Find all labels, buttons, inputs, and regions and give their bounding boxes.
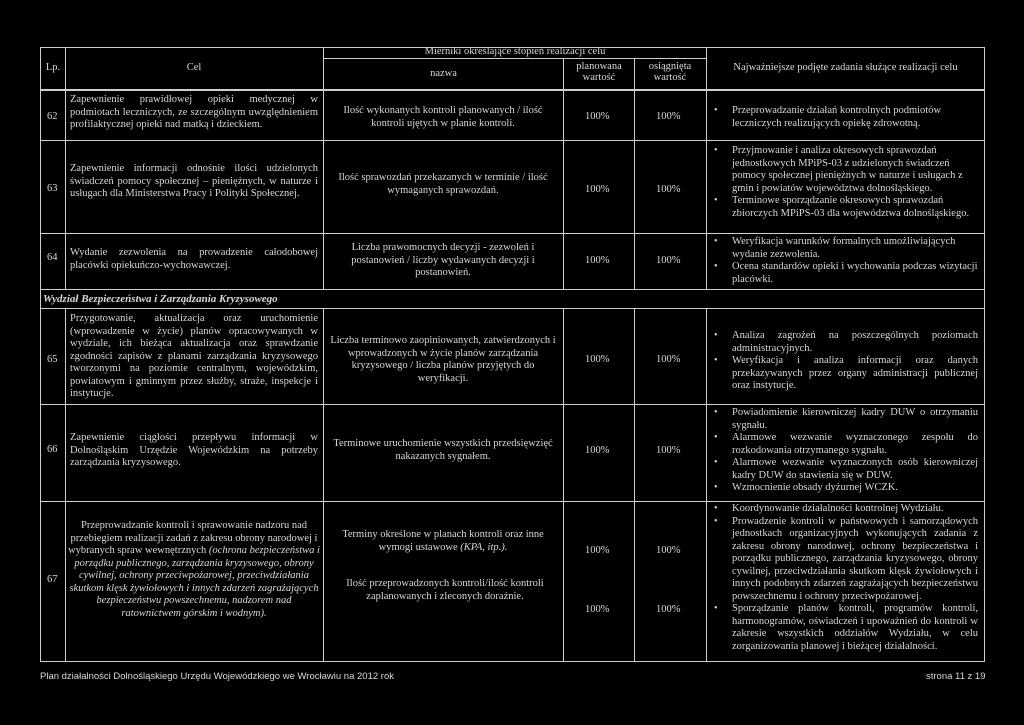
header-mierniki: Mierniki określające stopień realizacji celu: [424, 46, 606, 57]
row-nazwa-a-italic: (KPA, itp.).: [460, 541, 508, 553]
row-osiag-value: 100%: [656, 445, 681, 456]
row-number: 66: [47, 444, 58, 455]
row-osiag-value: 100%: [656, 184, 681, 195]
row-number: 63: [47, 183, 58, 194]
list-item: • Przeprowadzanie działań kontrolnych podmiotów leczniczych realizujących opiekę zdrowotną.: [710, 105, 978, 130]
row-cel: [68, 520, 320, 620]
row-cel-plain: Przeprowadzanie kontroli i sprawowanie nadzoru nad przebiegiem realizacji zadań z zakresu obrony narodowej i wybranych spraw wewnętrznych: [68, 520, 318, 556]
row-zadania-list: [710, 145, 978, 220]
col2-border-osiag: [706, 308, 707, 662]
row-number: 65: [47, 354, 58, 365]
header-zadania: Najważniejsze podjęte zadania służące realizacji celu: [733, 62, 958, 73]
list-item: • Analiza zagrożeń na poszczególnych poziomach administracyjnych.: [710, 330, 978, 355]
list-item: • Weryfikacja warunków formalnych umożliwiających wydanie zezwolenia.: [710, 236, 978, 261]
header-osiagnieta: osiągnięta wartość: [648, 61, 692, 83]
header-nazwa: nazwa: [430, 68, 457, 79]
row-plan-value: 100%: [585, 111, 610, 122]
row-plan-value: 100%: [585, 354, 610, 365]
row-cel-italic: (ochrona bezpieczeństwa i porządku publicznego, zarządzania kryzysowego, obrony cywilnej, ochrony przeciwpożarowej, przeciwdziałania skutkom klęsk żywiołowych i innych zdarzeń zagrażających bezpieczeństwu powszechnemu, nadzorem nad ratownictwem górskim i wodnym).: [69, 545, 320, 619]
row-nazwa: Liczba terminowo zaopiniowanych, zatwierdzonych i wprowadzonych w życie planów zarządzania kryzysowego / liczba planów przyjętych do weryfikacji.: [330, 335, 556, 384]
row-plan-value: 100%: [585, 184, 610, 195]
row-zadania-list: [710, 503, 978, 653]
col-border-cel: [323, 47, 324, 289]
col-border-lp: [65, 47, 66, 289]
list-item: • Ocena standardów opieki i wychowania podczas wizytacji placówki.: [710, 261, 978, 286]
list-item: • Alarmowe wezwanie wyznaczonych osób kierowniczej kadry DUW do stawienia się w DUW.: [710, 457, 978, 482]
header-lp: Lp.: [45, 62, 61, 73]
list-item: • Przyjmowanie i analiza okresowych sprawozdań jednostkowych MPiPS-03 z udzielonych świadczeń pomocy społecznej pieniężnych w naturze i usługach z gmin i powiatów województwa dolnośląskiego.: [710, 145, 978, 195]
list-item: • Alarmowe wezwanie wyznaczonego zespołu do rozkodowania otrzymanego sygnału.: [710, 432, 978, 457]
list-item: • Wzmocnienie obsady dyżurnej WCZK.: [710, 482, 978, 495]
row-plan-value-a: 100%: [585, 545, 610, 556]
row-osiag-value: 100%: [656, 354, 681, 365]
row-sep-64: [40, 289, 985, 290]
row-osiag-value: 100%: [656, 111, 681, 122]
col2-border-nazwa: [563, 308, 564, 662]
row-zadania-list: [710, 330, 978, 393]
footer-title: Plan działalności Dolnośląskiego Urzędu Wojewódzkiego we Wrocławiu na 2012 rok: [40, 671, 394, 682]
col-border-osiag: [706, 47, 707, 289]
row-cel: Wydanie zezwolenia na prowadzenie całodobowej placówki opiekuńczo-wychowawczej.: [70, 247, 318, 271]
col2-border-cel: [323, 308, 324, 662]
header-planowana: planowana wartość: [576, 61, 622, 83]
row-osiag-value-b: 100%: [656, 604, 681, 615]
table-bottom-border: [40, 661, 985, 662]
header-bottom-border: [40, 89, 985, 91]
list-item: • Sporządzanie planów kontroli, programów kontroli, harmonogramów, oświadczeń i upoważnień do kontroli w zakresie wszystkich oddziałów Wydziału, w celu zorganizowania planowej i bieżącej działalności.: [710, 603, 978, 653]
section-title: Wydział Bezpieczeństwa i Zarządzania Kryzysowego: [43, 293, 278, 305]
list-item: • Powiadomienie kierowniczej kadry DUW o otrzymaniu sygnału.: [710, 407, 978, 432]
col2-border-plan: [634, 308, 635, 662]
row-number: 64: [47, 252, 58, 263]
row-zadania-list: [710, 105, 978, 130]
col-border-left: [40, 47, 41, 289]
row-cel: Zapewnienie ciągłości przepływu informacji w Dolnośląskim Urzędzie Wojewódzkim na potrzeby zarządzania kryzysowego.: [70, 432, 318, 468]
row-number: 62: [47, 111, 58, 122]
row-zadania-list: [710, 407, 978, 495]
section-bottom-border: [40, 308, 985, 309]
row-plan-value-b: 100%: [585, 604, 610, 615]
row-osiag-value: 100%: [656, 255, 681, 266]
row-nazwa-a-plain: Terminy określone w planach kontroli oraz inne wymogi ustawowe: [342, 529, 544, 553]
row-zadania-list: [710, 236, 978, 286]
row-nazwa: Liczba prawomocnych decyzji - zezwoleń i postanowień / liczby wydawanych decyzji i postanowień.: [351, 242, 535, 278]
col2-border-lp: [65, 308, 66, 662]
list-item: • Terminowe sporządzanie okresowych sprawozdań zbiorczych MPiPS-03 dla województwa dolnośląskiego.: [710, 195, 978, 220]
col-border-nazwa: [563, 58, 564, 289]
col2-border-left: [40, 289, 41, 662]
row-sep-62: [40, 140, 985, 141]
row-plan-value: 100%: [585, 445, 610, 456]
row-nazwa: Ilość sprawozdań przekazanych w terminie / ilość wymaganych sprawozdań.: [338, 172, 548, 196]
list-item: • Prowadzenie kontroli w państwowych i samorządowych jednostkach organizacyjnych wykonujących zadania z zakresu obrony narodowej, ochrony bezpieczeństwa i porządku publicznego, zarządzania kryzysowego, obrony cywilnej, przeciwdziałania skutkom klęsk żywiołowych i innych podobnych zdarzeń zagrażających bezpieczeństwu powszechnemu i ochrony przeciwpożarowej.: [710, 516, 978, 604]
row-nazwa: Ilość wykonanych kontroli planowanych / ilość kontroli ujętych w planie kontroli.: [343, 105, 543, 129]
row-number: 67: [47, 574, 58, 585]
col-border-right: [984, 47, 985, 289]
row-sep-66: [40, 501, 985, 502]
header-cel: Cel: [186, 62, 202, 73]
row-sep-65: [40, 404, 985, 405]
row-cel: Zapewnienie informacji odnośnie ilości udzielonych świadczeń pomocy społecznej – pieniężnych, w naturze i usługach dla Ministerstwa Pracy i Polityki Społecznej.: [70, 163, 318, 199]
row-nazwa-b: Ilość przeprowadzonych kontroli/ilość kontroli zaplanowanych i zleconych doraźnie.: [346, 578, 544, 602]
row-nazwa: Terminowe uruchomienie wszystkich przedsięwzięć nakazanych sygnałem.: [333, 438, 553, 462]
row-sep-63: [40, 233, 985, 234]
row-plan-value: 100%: [585, 255, 610, 266]
row-cel: Zapewnienie prawidłowej opieki medycznej w podmiotach leczniczych, ze szczególnym uwzględnieniem profilaktycznej opieki nad matką i dzieckiem.: [70, 94, 318, 130]
row-osiag-value-a: 100%: [656, 545, 681, 556]
row-nazwa-a: [328, 529, 558, 554]
page-number: strona 11 z 19: [926, 671, 986, 682]
header-subdivider: [323, 58, 706, 59]
col2-border-right: [984, 289, 985, 662]
list-item: • Weryfikacja i analiza informacji oraz danych przekazywanych przez organy administracji publicznej oraz instytucje.: [710, 355, 978, 393]
col-border-plan: [634, 58, 635, 289]
list-item: • Koordynowanie działalności kontrolnej Wydziału.: [710, 503, 978, 516]
row-cel: Przygotowanie, aktualizacja oraz uruchomienie (wprowadzenie w życie) planów opracowywanych w wydziale, ich bieżąca aktualizacja oraz sprawdzanie zgodności zapisów z planami zarządzania kryzysowego tworzonymi na poziomie centralnym, wojewódzkim, powiatowym i gminnym przez służby, straże, inspekcje i instytucje.: [70, 313, 318, 399]
